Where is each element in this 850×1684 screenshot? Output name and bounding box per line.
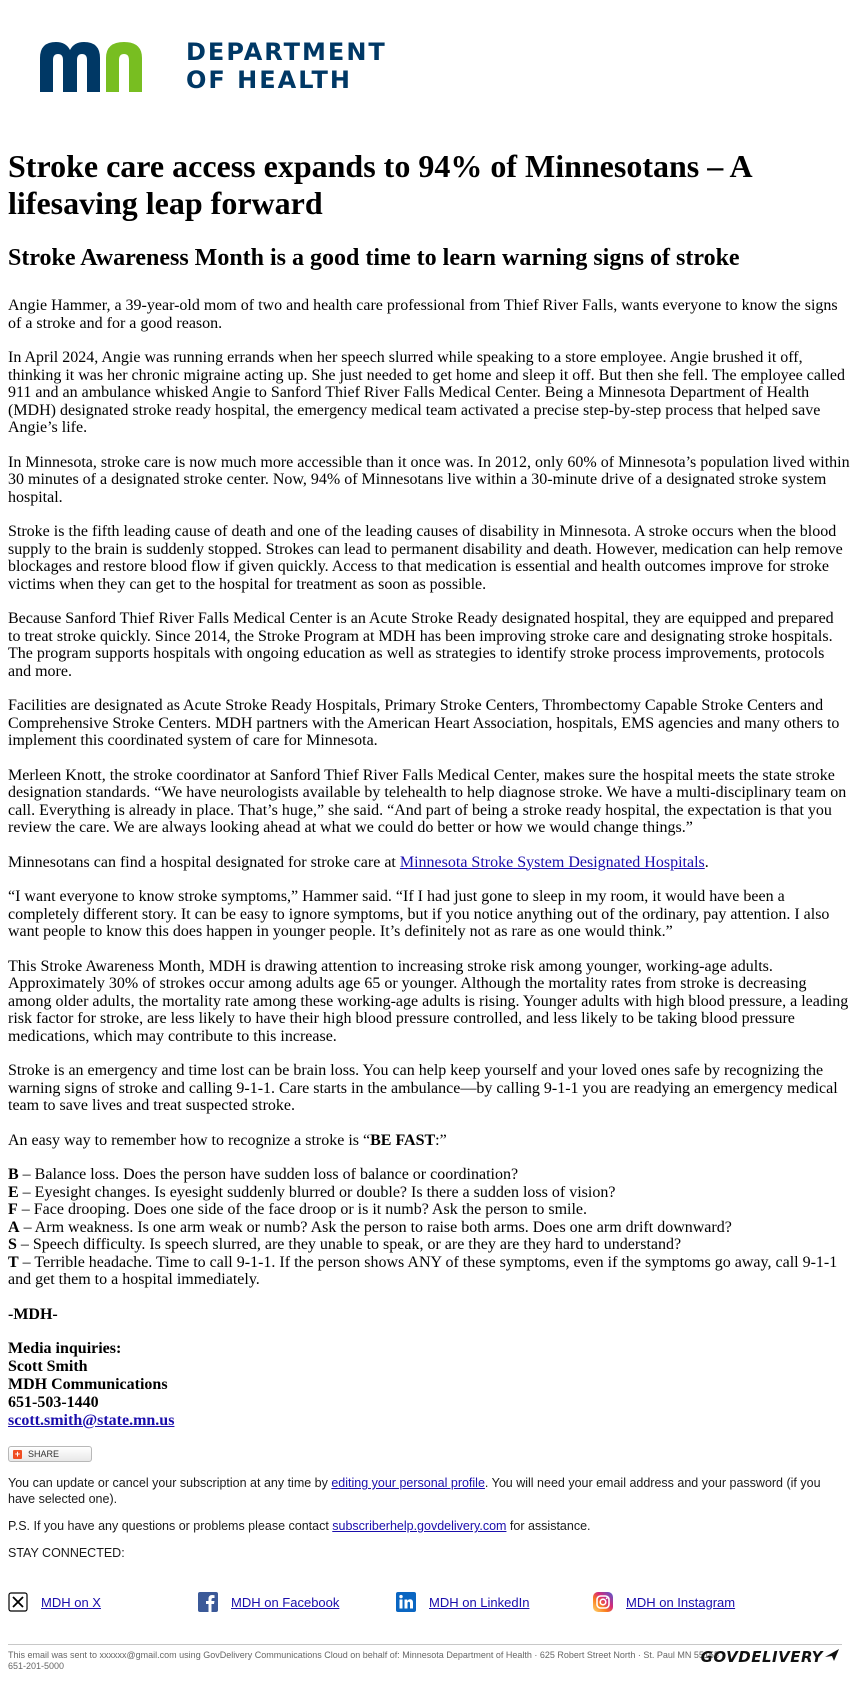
stroke-hospitals-link[interactable]: Minnesota Stroke System Designated Hospitals bbox=[399, 853, 705, 871]
article-subtitle: Stroke Awareness Month is a good time to learn warning signs of stroke bbox=[8, 245, 740, 271]
befast-intro-text: An easy way to remember how to recognize a stroke is “ bbox=[8, 1131, 371, 1149]
fast-letter: F bbox=[8, 1201, 18, 1218]
share-label: SHARE bbox=[28, 1449, 60, 1459]
paragraph: In Minnesota, stroke care is now much more accessible than it once was. In 2012, only 60% of Minnesota’s population lived within 30 minutes of a designated stroke center. Now, 94% of Minnesotans live within a 30-minute drive of a designated stroke system hospital. bbox=[8, 453, 850, 506]
social-link-instagram[interactable] bbox=[593, 1590, 735, 1614]
befast-intro bbox=[8, 1132, 850, 1150]
fast-text: – Eyesight changes. Is eyesight suddenly blurred or double? Is there a sudden loss of vision? bbox=[18, 1183, 616, 1201]
subscriber-help-link[interactable]: subscriberhelp.govdelivery.com bbox=[332, 1519, 507, 1533]
instagram-icon bbox=[593, 1592, 613, 1612]
find-text: Minnesotans can find a hospital designated for stroke care at bbox=[8, 853, 400, 871]
social-link-label[interactable]: MDH on Instagram bbox=[626, 1594, 736, 1610]
subscription-note bbox=[8, 1475, 838, 1507]
article-title: Stroke care access expands to 94% of Minnesotans – A lifesaving leap forward bbox=[8, 148, 751, 221]
mdh-logo bbox=[40, 40, 387, 92]
ps-text-1: P.S. If you have any questions or problems please contact bbox=[8, 1519, 333, 1533]
edit-profile-link[interactable]: editing your personal profile bbox=[331, 1476, 485, 1490]
plus-icon: + bbox=[14, 1448, 21, 1459]
list-item bbox=[8, 1219, 850, 1237]
paragraph: Facilities are designated as Acute Stroke Ready Hospitals, Primary Stroke Centers, Thrombectomy Capable Stroke Centers and Comprehensive Stroke Centers. MDH partners with the American Heart Association, hospitals, EMS agencies and many others to implement this coordinated system of care for Minnesota. bbox=[8, 697, 840, 749]
mn-logo-mark-icon bbox=[40, 40, 174, 92]
list-item bbox=[8, 1236, 850, 1254]
sub-text-2: . You will need your email address and your password (if you have selected one). bbox=[8, 1476, 821, 1506]
disclaimer: This email was sent to xxxxxx@gmail.com using GovDelivery Communications Cloud on behalf of: Minnesota Department of Health · 625 Robert Street North · St. Paul MN 55155 · 651-201-5000 bbox=[8, 1650, 725, 1671]
stay-connected-heading: STAY CONNECTED: bbox=[8, 1546, 125, 1560]
paragraph: Stroke is an emergency and time lost can be brain loss. You can help keep yourself and your loved ones safe by recognizing the warning signs of stroke and calling 9-1-1. Care starts in the ambulance—by calling 9-1-1 you are readying an emergency medical team to save lives and treat suspected stroke. bbox=[8, 1062, 838, 1114]
share-button[interactable] bbox=[8, 1446, 92, 1462]
media-contact bbox=[8, 1340, 850, 1430]
govdelivery-wordmark: GOVDELIVERY bbox=[700, 1648, 823, 1666]
fast-text: – Balance loss. Does the person have sudden loss of balance or coordination? bbox=[18, 1166, 519, 1183]
paragraph: Merleen Knott, the stroke coordinator at Sanford Thief River Falls Medical Center, makes sure the hospital meets the state stroke designation standards. “We have neurologists available by telehealth to help diagnose stroke. We have a multi-disciplinary team on call. Everything is already in place. That’s huge,” she said. “And part of being a stroke ready hospital, the expectation is that you review the care. We are always looking ahead at what we could do better or how we would change things.” bbox=[8, 766, 847, 836]
social-link-label[interactable]: MDH on Facebook bbox=[231, 1594, 340, 1610]
paragraph: Stroke is the fifth leading cause of death and one of the leading causes of disability in Minnesota. A stroke occurs when the blood supply to the brain is suddenly stopped. Strokes can lead to permanent disability and death. However, medication can help remove blockages and restore blood flow if given quickly. Access to that medication is essential and health outcomes improve for stroke victims when they can get to the hospital for treatment as soon as possible. bbox=[8, 523, 843, 593]
social-link-label[interactable]: MDH on X bbox=[41, 1594, 101, 1610]
list-item bbox=[8, 1166, 850, 1184]
contact-email-link[interactable]: scott.smith@state.mn.us bbox=[8, 1412, 175, 1429]
social-link-label[interactable]: MDH on LinkedIn bbox=[429, 1594, 530, 1610]
contact-name: Scott Smith bbox=[8, 1358, 88, 1375]
ps-text-2: for assistance. bbox=[506, 1519, 591, 1533]
logo-line-1: DEPARTMENT bbox=[186, 38, 387, 66]
linkedin-icon bbox=[396, 1592, 416, 1612]
paragraph: In April 2024, Angie was running errands when her speech slurred while speaking to a store employee. Angie brushed it off, thinking it was her chronic migraine acting up. She just needed to get home and sleep it off. But then she fell. The employee called 911 and an ambulance whisked Angie to Sanford Thief River Falls Medical Center. Being a Minnesota Department of Health (MDH) designated stroke ready hospital, the emergency medical team activated a precise step-by-step process that helped save Angie’s life. bbox=[8, 349, 845, 436]
signoff: -MDH- bbox=[8, 1305, 58, 1323]
social-links bbox=[8, 1590, 838, 1614]
envelope-icon bbox=[824, 1648, 840, 1662]
befast-end: :” bbox=[435, 1131, 447, 1149]
social-link-x[interactable] bbox=[8, 1590, 101, 1614]
facebook-icon bbox=[198, 1592, 218, 1612]
social-link-facebook[interactable] bbox=[198, 1590, 339, 1614]
fast-text: – Speech difficulty. Is speech slurred, are they unable to speak, or are they are they hard to understand? bbox=[16, 1236, 682, 1253]
sub-text-1: You can update or cancel your subscription at any time by bbox=[8, 1476, 332, 1490]
paragraph: This Stroke Awareness Month, MDH is drawing attention to increasing stroke risk among younger, working-age adults. Approximately 30% of strokes occur among adults age 65 or younger. Although the mortality rates from stroke is decreasing among older adults, the mortality rate among these working-age adults is rising. Younger adults with high blood pressure, a leading risk factor for stroke, are less likely to have their high blood pressure controlled, and less likely to be taking blood pressure medications, which may contribute to this increase. bbox=[8, 957, 849, 1045]
list-item bbox=[8, 1254, 850, 1289]
paragraph: Because Sanford Thief River Falls Medical Center is an Acute Stroke Ready designated hospital, they are equipped and prepared to treat stroke quickly. Since 2014, the Stroke Program at MDH has been improving stroke care and designating stroke hospitals. The program supports hospitals with ongoing education as well as strategies to identify stroke process improvements, protocols and more. bbox=[8, 610, 834, 680]
logo-wordmark bbox=[186, 38, 387, 94]
fast-text: – Face drooping. Does one side of the face droop or is it numb? Ask the person to smile. bbox=[17, 1201, 587, 1218]
find-end: . bbox=[704, 853, 709, 871]
list-item bbox=[8, 1184, 850, 1202]
fast-text: – Terrible headache. Time to call 9-1-1. If the person shows ANY of these symptoms, even if the symptoms go away, call 9-1-1 and get them to a hospital immediately. bbox=[8, 1253, 838, 1288]
logo-line-2: OF HEALTH bbox=[186, 66, 352, 94]
footer-divider bbox=[8, 1644, 842, 1645]
paragraph: “I want everyone to know stroke symptoms,” Hammer said. “If I had just gone to sleep in my room, it would have been a completely different story. It can be easy to ignore symptoms, but if you notice anything out of the ordinary, pay attention. I also want people to know this does happen in younger people. It’s definitely not as rare as one would think.” bbox=[8, 888, 830, 940]
govdelivery-logo[interactable] bbox=[701, 1648, 840, 1666]
contact-org: MDH Communications bbox=[8, 1376, 168, 1393]
ps-note bbox=[8, 1518, 838, 1534]
fast-letter: T bbox=[8, 1253, 19, 1271]
contact-phone: 651-503-1440 bbox=[8, 1394, 99, 1411]
social-link-linkedin[interactable] bbox=[396, 1590, 529, 1614]
fast-text: – Arm weakness. Is one arm weak or numb? Ask the person to raise both arms. Does one arm drift downward? bbox=[19, 1218, 732, 1236]
fast-letter: A bbox=[8, 1218, 20, 1236]
list-item bbox=[8, 1201, 850, 1219]
befast-bold: BE FAST bbox=[370, 1131, 436, 1149]
fast-letter: S bbox=[8, 1236, 17, 1253]
be-fast-list bbox=[8, 1166, 850, 1289]
article-body bbox=[8, 148, 850, 1430]
contact-heading: Media inquiries: bbox=[8, 1340, 122, 1357]
paragraph: Angie Hammer, a 39-year-old mom of two and health care professional from Thief River Falls, wants everyone to know the signs of a stroke and for a good reason. bbox=[8, 297, 838, 332]
fast-letter: B bbox=[8, 1166, 19, 1183]
fast-letter: E bbox=[8, 1183, 19, 1201]
find-hospital-paragraph bbox=[8, 854, 850, 872]
email-footer bbox=[8, 1475, 838, 1572]
x-icon bbox=[8, 1592, 28, 1612]
